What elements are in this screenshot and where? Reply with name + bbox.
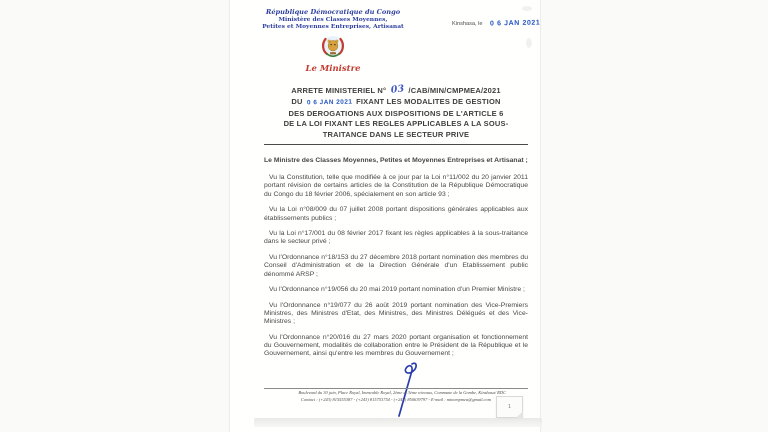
drc-coat-of-arms-emblem [318,33,348,63]
letterhead [258,8,408,74]
body-paragraph: Vu l'Ordonnance n°18/153 du 27 décembre 2018 portant nomination des membres du Conseil d'Administration et de la Direction Générale d'un Etablissement public dénommé ARSP ; [264,254,528,278]
footer [264,388,528,405]
place-label: Kinshasa, le [452,21,483,27]
title-line-1 [264,83,528,97]
title-underline [264,144,528,145]
body-paragraph: Vu l'Ordonnance n°19/077 du 26 août 2019 portant nomination des Vice-Premiers Ministres, des Ministres d'Etat, des Ministres, des Ministres Délégués et des Vice-Ministres ; [264,301,528,326]
body-paragraph: Vu la Loi n°17/001 du 08 février 2017 fixant les règles applicables à la sous-traitance dans le secteur privé ; [264,230,528,246]
scan-shadow [254,418,542,427]
ministry-name-line2: Petites et Moyennes Entreprises, Artisanat [262,23,404,31]
body-paragraph: Vu l'Ordonnance n°19/056 du 20 mai 2019 portant nomination d'un Premier Ministre ; [269,286,525,294]
body-paragraph: Vu la Loi n°08/009 du 07 juillet 2008 portant dispositions générales applicables aux établissements publics ; [264,206,528,222]
title-text: DU [291,96,303,106]
handwritten-decree-number: 03 [389,83,405,96]
country-name: République Démocratique du Congo [265,8,401,16]
salutation: Le Ministre des Classes Moyennes, Petites et Moyennes Entreprises et Artisanat ; [264,156,528,164]
decree-body [264,157,528,359]
date-stamp-inline: 0 6 JAN 2021 [306,98,353,107]
date-line [452,12,540,30]
minister-title: Le Ministre [305,64,361,75]
title-line-2 [264,97,528,109]
footer-contact: Contact : (+243) 815555387 - (+243) 815753754 - (+243) 850639797 - E-mail : mincmpmea@gmail.com [301,397,491,402]
decree-title [264,83,528,145]
footer-address: Boulevard du 30 juin, Place Royal, Immeuble Royal, 2ème et 3ème niveaux, Commune de la Gombe, Kinshasa/ RDC [298,390,507,395]
page-number-box [496,396,523,418]
ministry-name-line1: Ministère des Classes Moyennes, [278,16,388,23]
scan-artifact [522,6,532,11]
title-line-5: TRAITANCE DANS LE SECTEUR PRIVE [322,130,470,140]
page-number: 1 [508,404,511,410]
title-line-3: DES DEROGATIONS AUX DISPOSITIONS DE L'ARTICLE 6 [288,108,504,118]
document-sheet [229,0,541,432]
title-line-4: DE LA LOI FIXANT LES REGLES APPLICABLES A LA SOUS- [283,119,509,129]
title-text: ARRETE MINISTERIEL N° [291,86,387,95]
document-content [264,83,528,366]
title-text: /CAB/MIN/CMPMEA/2021 [408,86,501,95]
date-stamp: 0 6 JAN 2021 [489,19,541,28]
folded-corner [516,411,523,418]
title-text: FIXANT LES MODALITES DE GESTION [356,96,501,106]
body-paragraph: Vu l'Ordonnance n°20/016 du 27 mars 2020 portant organisation et fonctionnement du Gouvernement, modalités de collaboration entre le Président de la République et le Gouvernement, ainsi qu'entre les membres du Gouvernement ; [264,334,528,358]
scan-artifact [526,38,532,48]
body-paragraph: Vu la Constitution, telle que modifiée à ce jour par la Loi n°11/002 du 20 janvier 2011 portant révision de certains articles de la Constitution de la République Démocratique du Congo du 18 février 2006, spécialement en son article 93 ; [264,174,528,198]
